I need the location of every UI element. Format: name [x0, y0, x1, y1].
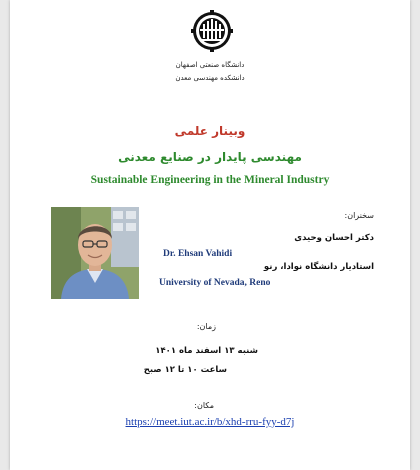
speaker-label: سخنران: — [344, 211, 374, 220]
time-label: زمان: — [196, 322, 216, 331]
place-label: مکان: — [194, 401, 214, 410]
seminar-subtitle-en: Sustainable Engineering in the Mineral Industry — [90, 174, 330, 186]
seminar-subtitle-fa: مهندسی پایدار در صنایع معدنی — [118, 150, 302, 164]
event-hours: ساعت ۱۰ تا ۱۲ صبح — [143, 365, 227, 375]
meeting-link[interactable]: https://meet.iut.ac.ir/b/xhd-rru-fyy-d7j — [125, 416, 295, 428]
seminar-title: وبینار علمی — [174, 124, 246, 138]
university-name: دانشگاه صنعتی اصفهان — [175, 61, 245, 69]
speaker-position-fa: استادیار دانشگاه نوادا، رنو — [263, 262, 374, 272]
university-seal-icon — [191, 10, 233, 54]
faculty-name: دانشکده مهندسی معدن — [175, 74, 245, 82]
seminar-poster — [10, 0, 410, 470]
event-date: شنبه ۱۳ اسفند ماه ۱۴۰۱ — [155, 346, 258, 356]
speaker-name-en: Dr. Ehsan Vahidi — [163, 249, 233, 259]
speaker-name-fa: دکتر احسان وحیدی — [294, 233, 374, 243]
speaker-portrait — [51, 207, 139, 299]
speaker-university-en: University of Nevada, Reno — [159, 278, 271, 288]
